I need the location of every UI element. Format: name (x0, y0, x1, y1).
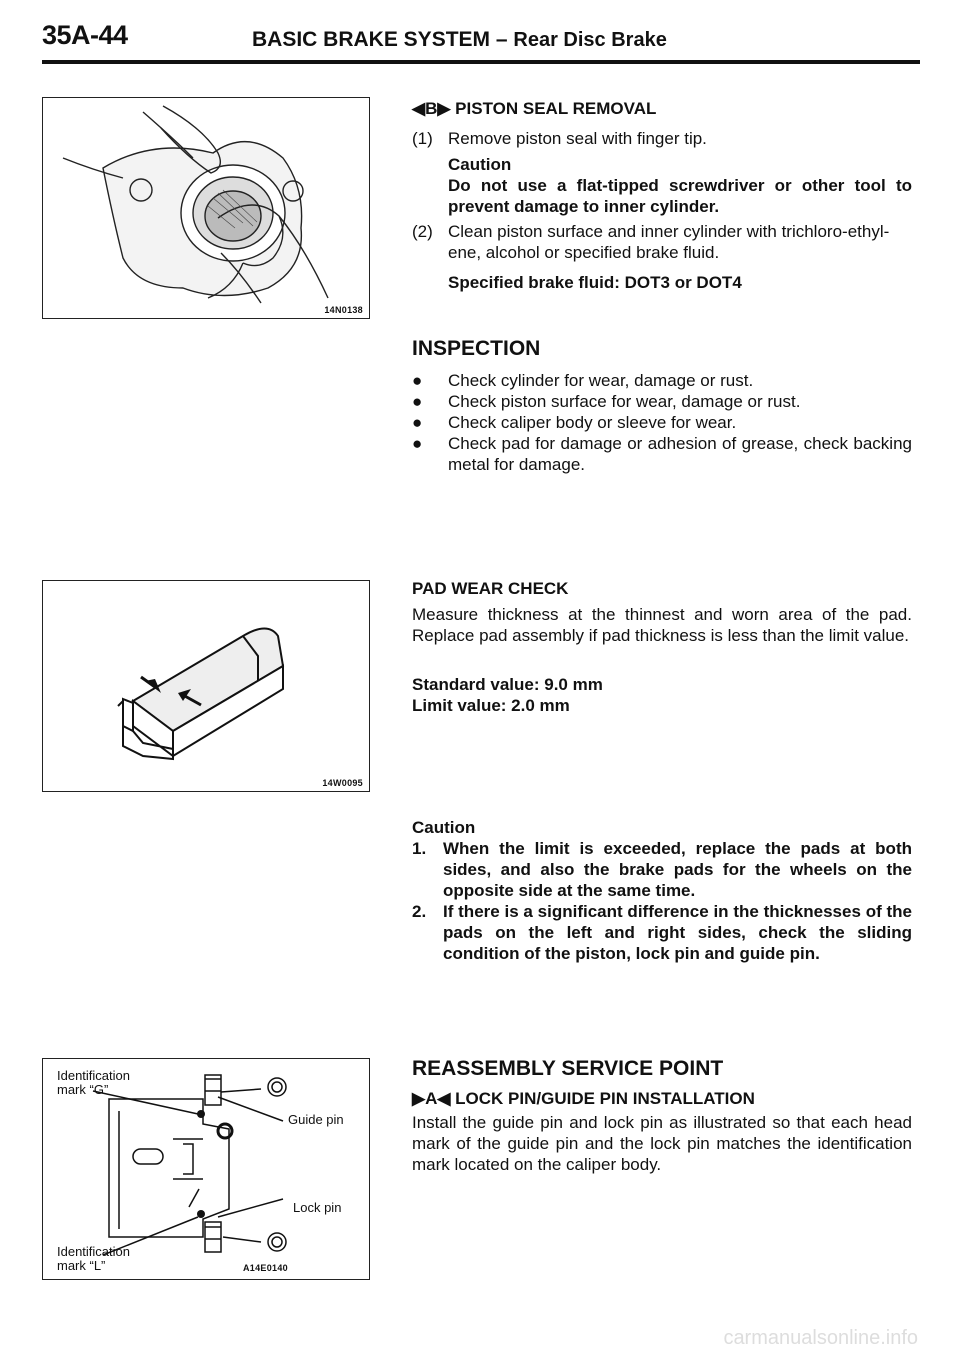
arrow-right-icon: ▶ (412, 1089, 426, 1108)
label-mark-g: mark “G” (57, 1082, 109, 1097)
pin-install-heading (412, 1088, 912, 1109)
page-number: 35A-44 (42, 20, 128, 50)
fluid-spec: Specified brake fluid: DOT3 or DOT4 (448, 273, 742, 292)
pad-caution-1 (412, 838, 912, 901)
caution-title: Caution (448, 155, 512, 174)
subheading-text: LOCK PIN/GUIDE PIN INSTALLATION (455, 1089, 755, 1108)
bullet-icon: ● (412, 413, 423, 432)
bullet-icon: ● (412, 371, 423, 390)
reassembly-section (412, 1057, 912, 1174)
pad-wear-section (412, 578, 912, 963)
inspection-bullet (412, 412, 912, 433)
reassembly-heading: REASSEMBLY SERVICE POINT (412, 1057, 724, 1080)
figure-pad-wear (42, 580, 370, 792)
figure-code: A14E0140 (243, 1263, 288, 1273)
caution-1-text: When the limit is exceeded, replace the pads at both sides, and also the brake pads for the wheels on the opposite side at the same time. (443, 839, 912, 900)
bullet-icon: ● (412, 392, 423, 411)
step-2 (412, 221, 912, 263)
step-1-number: (1) (412, 129, 433, 148)
brake-pad-illustration (43, 581, 368, 790)
removal-marker: B (425, 99, 438, 118)
caution-1-number: 1. (412, 839, 427, 858)
inspection-section (412, 337, 912, 474)
pad-caution-2 (412, 901, 912, 964)
watermark: carmanualsonline.info (723, 1327, 918, 1349)
label-guide-pin: Guide pin (288, 1112, 344, 1127)
caution-2-text: If there is a significant difference in the thicknesses of the pads on the left and right sides, check the sliding condition of the piston, lock pin and guide pin. (443, 902, 912, 963)
title-dash: – (495, 28, 508, 51)
inspection-bullet (412, 433, 912, 475)
step-1 (412, 128, 912, 149)
heading-text: PISTON SEAL REMOVAL (455, 99, 657, 118)
limit-value: Limit value: 2.0 mm (412, 696, 570, 715)
header-rule (42, 60, 920, 64)
bullet-text: Check caliper body or sleeve for wear. (448, 413, 737, 432)
label-mark-l: mark “L” (57, 1258, 106, 1273)
bullet-text: Check pad for damage or adhesion of grease, check backing metal for damage. (448, 434, 912, 474)
bullet-icon: ● (412, 434, 423, 453)
figure-code: 14N0138 (324, 305, 363, 315)
step-2-text: Clean piston surface and inner cylinder with trichloro-ethyl-ene, alcohol or specified brake fluid. (448, 222, 890, 262)
bullet-text: Check piston surface for wear, damage or rust. (448, 392, 801, 411)
inspection-bullet (412, 370, 912, 391)
piston-seal-section (412, 98, 912, 292)
step-1-text: Remove piston seal with finger tip. (448, 129, 707, 148)
label-identification-l: Identification (57, 1244, 130, 1259)
label-identification-g: Identification (57, 1068, 130, 1083)
figure-pin-identification (42, 1058, 370, 1280)
label-lock-pin: Lock pin (293, 1200, 342, 1215)
figure-code: 14W0095 (322, 778, 363, 788)
bullet-text: Check cylinder for wear, damage or rust. (448, 371, 754, 390)
arrow-left-icon: ◀ (437, 1089, 451, 1108)
reassembly-text: Install the guide pin and lock pin as illustrated so that each head mark of the guide pin and the lock pin matches the identification mark located on the caliper body. (412, 1113, 912, 1174)
arrow-left-icon: ◀ (412, 99, 426, 118)
pad-wear-heading: PAD WEAR CHECK (412, 579, 569, 598)
standard-value: Standard value: 9.0 mm (412, 675, 603, 694)
step-2-number: (2) (412, 222, 433, 241)
inspection-heading: INSPECTION (412, 337, 541, 360)
figure-piston-seal (42, 97, 370, 319)
pad-wear-text: Measure thickness at the thinnest and worn area of the pad. Replace pad assembly if pad thickness is less than the limit value. (412, 605, 912, 645)
pad-caution-title: Caution (412, 818, 476, 837)
caution-text: Do not use a flat-tipped screwdriver or other tool to prevent damage to inner cylinder. (448, 176, 912, 216)
arrow-right-icon: ▶ (437, 99, 451, 118)
install-marker: A (425, 1089, 438, 1108)
caution-2-number: 2. (412, 902, 427, 921)
inspection-bullet (412, 391, 912, 412)
section-title: BASIC BRAKE SYSTEM (252, 28, 491, 51)
piston-seal-illustration (43, 98, 368, 317)
section-subtitle: Rear Disc Brake (513, 29, 667, 51)
piston-seal-heading (412, 98, 912, 122)
page-title (252, 28, 667, 52)
